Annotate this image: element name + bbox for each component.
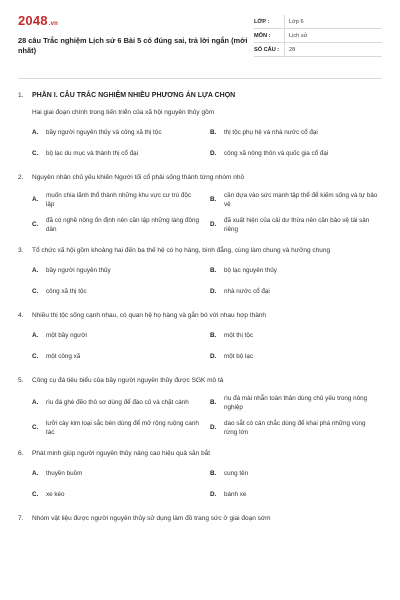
option-text: một bầy người	[46, 332, 87, 340]
question-row	[18, 449, 382, 458]
option-text: đã có nghề nông ổn định nên cần lập những làng đông dân	[46, 216, 200, 233]
option-letter: B.	[210, 129, 217, 137]
question-3	[18, 246, 382, 303]
option-letter: D.	[210, 353, 217, 361]
question-number: 7.	[18, 515, 24, 522]
page-header	[18, 14, 382, 72]
option-letter: B.	[210, 332, 217, 340]
option-text: đã xuất hiện của cải dư thừa nên cần bảo vệ tài sản riêng	[224, 216, 370, 233]
question-text: Hai giai đoạn chính trong tiến triển của xã hội nguyên thủy gồm	[32, 109, 215, 116]
question-row	[18, 311, 382, 320]
question-row	[18, 514, 382, 523]
meta-label: SỐ CÂU :	[254, 46, 280, 53]
question-text: Tổ chức xã hội gồm khoảng hai đến ba thế hệ có họ hàng, bình đẳng, cùng làm chung và hưởng chung	[32, 247, 331, 254]
meta-value: 28	[284, 43, 295, 57]
option-letter: A.	[32, 129, 39, 137]
options-grid	[32, 326, 382, 368]
option-text: nhà nước cổ đại	[224, 288, 270, 296]
option-text: lưỡi cày kim loại sắc bén dùng để mở rộng ruộng canh tác	[46, 419, 199, 436]
option-c[interactable]	[32, 144, 204, 165]
option-text: một công xã	[46, 353, 81, 361]
option-letter: C.	[32, 424, 39, 432]
option-text: bầy người nguyên thủy và công xã thị tộc	[46, 129, 162, 137]
option-text: một thị tộc	[224, 332, 254, 340]
meta-row-subject	[254, 29, 382, 43]
question-4	[18, 311, 382, 368]
question-number: 3.	[18, 247, 24, 254]
option-c[interactable]	[32, 416, 204, 441]
option-a[interactable]	[32, 391, 204, 416]
section-title: PHẦN I. CÂU TRẮC NGHIỆM NHIỀU PHƯƠNG ÁN LỰA CHỌN	[32, 92, 236, 99]
option-letter: C.	[32, 221, 39, 229]
questions-list	[18, 91, 382, 523]
logo-main: 2048	[18, 13, 48, 28]
option-a[interactable]	[32, 188, 204, 213]
option-text: thị tộc phụ hệ và nhà nước cổ đại	[224, 129, 318, 137]
option-text: muốn chia lãnh thổ thành những khu vực cư trú độc lập	[46, 191, 191, 208]
option-text: công xã nông thôn và quốc gia cổ đại	[224, 150, 329, 158]
option-text: cần dựa vào sức mạnh tập thể để kiếm sống và tự bảo vệ	[224, 191, 378, 208]
option-letter: B.	[210, 399, 217, 407]
option-c[interactable]	[32, 213, 204, 238]
site-logo[interactable]	[18, 14, 250, 31]
option-text: bánh xe	[224, 491, 247, 499]
meta-value: Lịch sử	[284, 29, 307, 43]
option-text: thuyền buồm	[46, 470, 83, 478]
option-b[interactable]	[210, 123, 382, 144]
option-text: bầy người nguyên thủy	[46, 267, 111, 275]
options-grid	[32, 123, 382, 165]
question-6	[18, 449, 382, 506]
question-number: 1.	[18, 92, 24, 99]
option-b[interactable]	[210, 326, 382, 347]
option-c[interactable]	[32, 282, 204, 303]
option-d[interactable]	[210, 347, 382, 368]
option-a[interactable]	[32, 123, 204, 144]
question-text: Công cụ đá tiêu biểu của bầy người nguyên thủy được SGK mô tả	[32, 377, 224, 384]
option-letter: D.	[210, 424, 217, 432]
question-number: 4.	[18, 312, 24, 319]
option-b[interactable]	[210, 261, 382, 282]
option-c[interactable]	[32, 347, 204, 368]
option-d[interactable]	[210, 416, 382, 441]
option-letter: A.	[32, 399, 39, 407]
option-c[interactable]	[32, 485, 204, 506]
meta-label: LỚP :	[254, 18, 270, 25]
question-text: Nhiều thị tộc sống cạnh nhau, có quan hệ họ hàng và gắn bó với nhau hợp thành	[32, 312, 267, 319]
option-letter: B.	[210, 267, 217, 275]
meta-row-class	[254, 15, 382, 29]
option-letter: C.	[32, 491, 39, 499]
document-title: 28 câu Trắc nghiệm Lịch sử 6 Bài 5 có đúng sai, trả lời ngắn (mới nhất)	[18, 36, 248, 55]
question-number: 6.	[18, 450, 24, 457]
option-d[interactable]	[210, 485, 382, 506]
option-text: xe kéo	[46, 491, 65, 499]
option-letter: B.	[210, 470, 217, 478]
meta-value: Lớp 6	[284, 15, 304, 29]
question-number: 2.	[18, 174, 24, 181]
option-d[interactable]	[210, 282, 382, 303]
question-1	[18, 91, 382, 165]
meta-row-count	[254, 43, 382, 57]
question-text: Phát minh giúp người nguyên thủy nâng cao hiệu quả săn bắt	[32, 450, 211, 457]
option-a[interactable]	[32, 326, 204, 347]
option-b[interactable]	[210, 391, 382, 416]
option-text: công xã thị tộc	[46, 288, 87, 296]
option-letter: D.	[210, 221, 217, 229]
question-row	[18, 246, 382, 255]
option-letter: A.	[32, 332, 39, 340]
logo-tld: .vn	[48, 21, 59, 27]
meta-table	[254, 15, 382, 57]
header-left	[18, 14, 250, 56]
option-text: dao sắt có cán chắc dùng để khai phá những vùng rừng lớn	[224, 419, 366, 436]
question-number: 5.	[18, 377, 24, 384]
question-2	[18, 173, 382, 238]
option-letter: A.	[32, 196, 39, 204]
question-text: Nguyên nhân chủ yếu khiến Người tối cổ phải sống thành từng nhóm nhỏ	[32, 174, 245, 181]
option-text: bộ lạc du mục và thành thị cổ đại	[46, 150, 139, 158]
option-text: bộ lạc nguyên thủy	[224, 267, 277, 275]
option-d[interactable]	[210, 144, 382, 165]
option-letter: A.	[32, 267, 39, 275]
option-letter: D.	[210, 491, 217, 499]
header-divider	[18, 78, 382, 79]
option-letter: A.	[32, 470, 39, 478]
option-letter: D.	[210, 288, 217, 296]
option-text: một bộ lạc	[224, 353, 254, 361]
question-7	[18, 514, 382, 523]
option-d[interactable]	[210, 213, 382, 238]
options-grid	[32, 464, 382, 506]
option-text: rìu đá ghè đẽo thô sơ dùng để đào củ và chặt cành	[46, 399, 189, 407]
option-a[interactable]	[32, 261, 204, 282]
question-row	[18, 91, 382, 100]
option-letter: D.	[210, 150, 217, 158]
option-a[interactable]	[32, 464, 204, 485]
options-grid	[32, 391, 382, 441]
option-b[interactable]	[210, 188, 382, 213]
option-letter: C.	[32, 150, 39, 158]
question-5	[18, 376, 382, 441]
options-grid	[32, 261, 382, 303]
question-text: Nhóm vật liệu được người nguyên thủy sử dụng làm đồ trang sức ở giai đoạn sớm	[32, 515, 271, 522]
option-b[interactable]	[210, 464, 382, 485]
meta-label: MÔN :	[254, 32, 271, 39]
option-letter: C.	[32, 288, 39, 296]
question-row	[18, 173, 382, 182]
option-letter: C.	[32, 353, 39, 361]
options-grid	[32, 188, 382, 238]
question-row	[18, 376, 382, 385]
option-text: cung tên	[224, 470, 249, 478]
option-letter: B.	[210, 196, 217, 204]
option-text: rìu đá mài nhẵn toàn thân dùng chủ yếu trong nông nghiệp	[224, 394, 368, 411]
